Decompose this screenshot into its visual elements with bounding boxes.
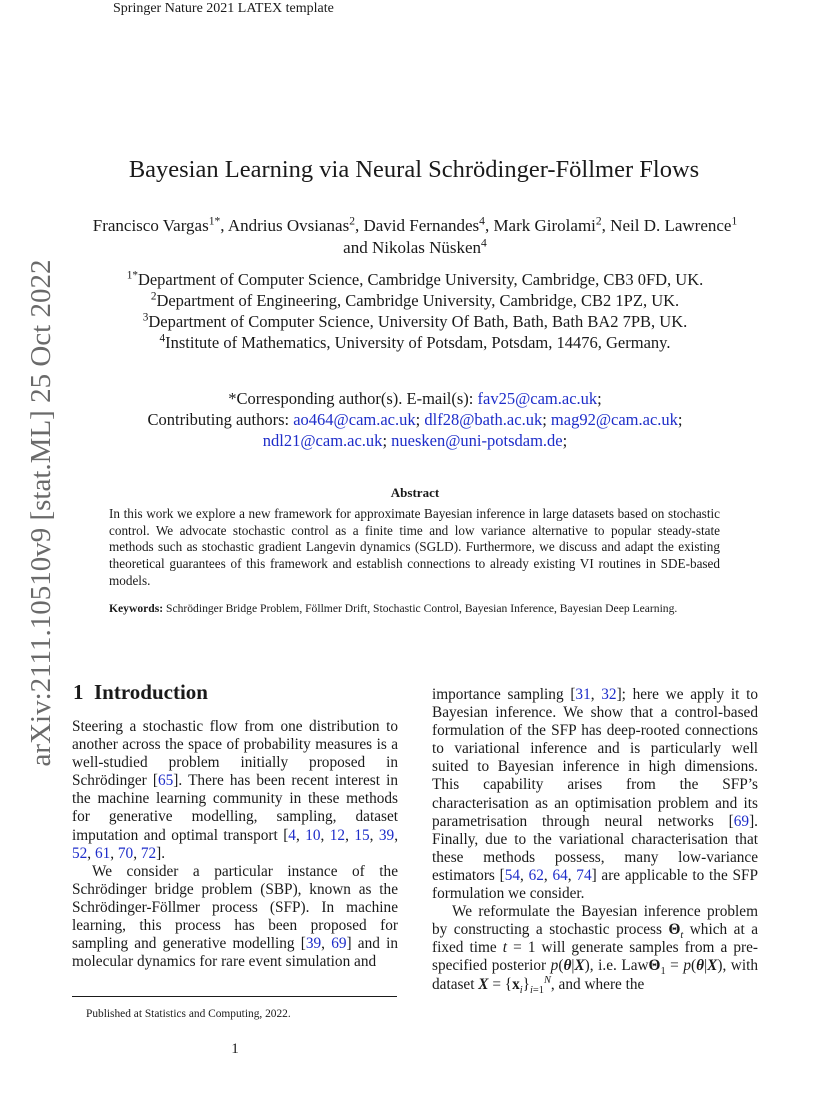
section-number: 1 bbox=[73, 680, 84, 704]
email-link[interactable]: ndl21@cam.ac.uk bbox=[262, 431, 383, 450]
paragraph: We reformulate the Bayesian inference problem by constructing a stochastic process $\Theta_t$ which at a fixed time t = 1 will generate samples from a pre-specified posterior p(θ|X), i.e. LawΘ$_1$ = p(θ|X), with dataset $X = \{x_i\}_{i=1}^N$, and where the bbox=[432, 903, 758, 996]
correspondence-block: *Corresponding author(s). E-mail(s): fav25@cam.ac.uk; Contributing authors: ao464@cam.ac.uk; dlf28@bath.ac.uk; mag92@cam.ac.uk; ndl21@cam.ac.uk; nuesken@uni-potsdam.de; bbox=[147, 389, 683, 450]
citation-link[interactable]: 69 bbox=[733, 812, 750, 830]
author-affil-mark: 2 bbox=[595, 214, 602, 228]
paragraph: importance sampling [31, 32]; here we apply it to Bayesian inference. We show that a control-based formulation of the SFP has deep-rooted connections to variational inference and is particularly well suited to Bayesian inference in high dimensions. This capability arises from the SFP’s characterisation as an optimisation problem and its parametrisation through neural networks [69]. Finally, due to the variational characterisation that these methods possess, many low-variance estimators [54, 62, 64, 74] are applicable to the SFP formulation we consider. bbox=[432, 686, 759, 903]
citation-link[interactable]: 12 bbox=[329, 826, 346, 844]
author-affil-mark: 1 bbox=[731, 214, 738, 228]
author-affil-mark: 4 bbox=[481, 236, 487, 250]
citation-link[interactable]: 39 bbox=[305, 935, 322, 953]
paragraph: We consider a particular instance of the Schrödinger bridge problem (SBP), known as the Schrödinger-Föllmer process (SFP). In machine learning, this process has been proposed for sampling and generative modelling [39, 69] and in molecular dynamics for rare event simulation and bbox=[72, 862, 399, 971]
affiliation-line bbox=[60, 290, 770, 311]
author-name: and Nikolas Nüsken bbox=[343, 238, 482, 257]
running-header: Springer Nature 2021 LATEX template bbox=[113, 1, 334, 16]
contributing-label: Contributing authors: bbox=[147, 410, 294, 429]
affiliations bbox=[60, 269, 770, 353]
author-affil-mark: 1* bbox=[208, 214, 221, 228]
paper-title: Bayesian Learning via Neural Schrödinger-Föllmer Flows bbox=[128, 156, 700, 183]
citation-link[interactable]: 65 bbox=[158, 772, 174, 790]
affiliation-text: Department of Computer Science, Cambridge University, Cambridge, CB3 0FD, UK. bbox=[137, 270, 704, 289]
citation-link[interactable]: 15 bbox=[354, 826, 370, 844]
citation-link[interactable]: 70 bbox=[117, 844, 134, 862]
author-name: , David Fernandes bbox=[354, 216, 480, 235]
author-affil-mark: 2 bbox=[349, 214, 355, 228]
footnote: Published at Statistics and Computing, 2022. bbox=[86, 1008, 291, 1020]
citation-link[interactable]: 64 bbox=[552, 866, 568, 884]
email-link[interactable]: ao464@cam.ac.uk bbox=[293, 410, 416, 429]
email-link[interactable]: mag92@cam.ac.uk bbox=[550, 410, 678, 429]
right-column bbox=[432, 686, 758, 994]
email-link[interactable]: nuesken@uni-potsdam.de bbox=[391, 431, 563, 450]
author-name: Francisco Vargas bbox=[92, 216, 209, 235]
abstract-text: In this work we explore a new framework for approximate Bayesian inference in large datasets based on stochastic control. We advocate stochastic control as a finite time and low variance alternative to popular steady-state methods such as stochastic gradient Langevin dynamics (SGLD). Furthermore, we discuss and adapt the existing theoretical guarantees of this framework and establish connections to already existing VI routines in SDE-based models. bbox=[109, 506, 720, 588]
paragraph: Steering a stochastic flow from one distribution to another across the space of probability measures is a well-studied problem initially proposed in Schrödinger [65]. There has been recent interest in the machine learning community in these methods for generative modelling, sampling, dataset imputation and optimal transport [4, 10, 12, 15, 39, 52, 61, 70, 72]. bbox=[72, 718, 399, 862]
affiliation-text: Department of Computer Science, University Of Bath, Bath, Bath BA2 7PB, UK. bbox=[148, 312, 688, 331]
page-number: 1 bbox=[231, 1041, 239, 1057]
citation-link[interactable]: 52 bbox=[72, 844, 88, 862]
email-link[interactable]: dlf28@bath.ac.uk bbox=[424, 410, 543, 429]
affiliation-line bbox=[60, 332, 770, 353]
citation-link[interactable]: 31 bbox=[575, 686, 591, 703]
keywords-text: Schrödinger Bridge Problem, Föllmer Drift, Stochastic Control, Bayesian Inference, Bayesian Deep Learning. bbox=[163, 602, 678, 615]
citation-link[interactable]: 32 bbox=[601, 686, 617, 703]
citation-link[interactable]: 10 bbox=[305, 826, 321, 844]
arxiv-identifier: arXiv:2111.10510v9 [stat.ML] 25 Oct 2022 bbox=[25, 259, 57, 767]
section-title: Introduction bbox=[94, 680, 208, 704]
affiliation-line bbox=[60, 269, 770, 290]
citation-link[interactable]: 39 bbox=[378, 826, 395, 844]
email-link[interactable]: fav25@cam.ac.uk bbox=[477, 389, 598, 408]
citation-link[interactable]: 69 bbox=[331, 935, 347, 953]
citation-link[interactable]: 62 bbox=[528, 866, 544, 884]
left-column bbox=[72, 718, 398, 971]
citation-link[interactable]: 61 bbox=[94, 844, 111, 862]
keywords-label: Keywords: bbox=[109, 602, 164, 615]
citation-link[interactable]: 54 bbox=[504, 866, 521, 884]
citation-link[interactable]: 74 bbox=[576, 866, 592, 884]
author-name: , Mark Girolami bbox=[484, 216, 596, 235]
affiliation-mark: 3 bbox=[142, 311, 149, 324]
author-name: , Neil D. Lawrence bbox=[601, 216, 732, 235]
corresponding-label: *Corresponding author(s). E-mail(s): bbox=[228, 389, 478, 408]
author-affil-mark: 4 bbox=[479, 214, 485, 228]
author-list bbox=[80, 215, 750, 259]
section-heading bbox=[73, 680, 208, 705]
citation-link[interactable]: 72 bbox=[140, 844, 157, 862]
affiliation-mark: 2 bbox=[150, 290, 157, 303]
keywords bbox=[109, 601, 720, 617]
citation-link[interactable]: 4 bbox=[288, 826, 296, 844]
footnote-rule bbox=[72, 996, 397, 997]
affiliation-text: Institute of Mathematics, University of Potsdam, Potsdam, 14476, Germany. bbox=[165, 333, 671, 352]
affiliation-mark: 1* bbox=[126, 269, 138, 282]
abstract-heading: Abstract bbox=[390, 485, 440, 500]
affiliation-mark: 4 bbox=[159, 332, 166, 345]
affiliation-text: Department of Engineering, Cambridge University, Cambridge, CB2 1PZ, UK. bbox=[156, 291, 680, 310]
affiliation-line bbox=[60, 311, 770, 332]
author-name: , Andrius Ovsianas bbox=[220, 216, 350, 235]
